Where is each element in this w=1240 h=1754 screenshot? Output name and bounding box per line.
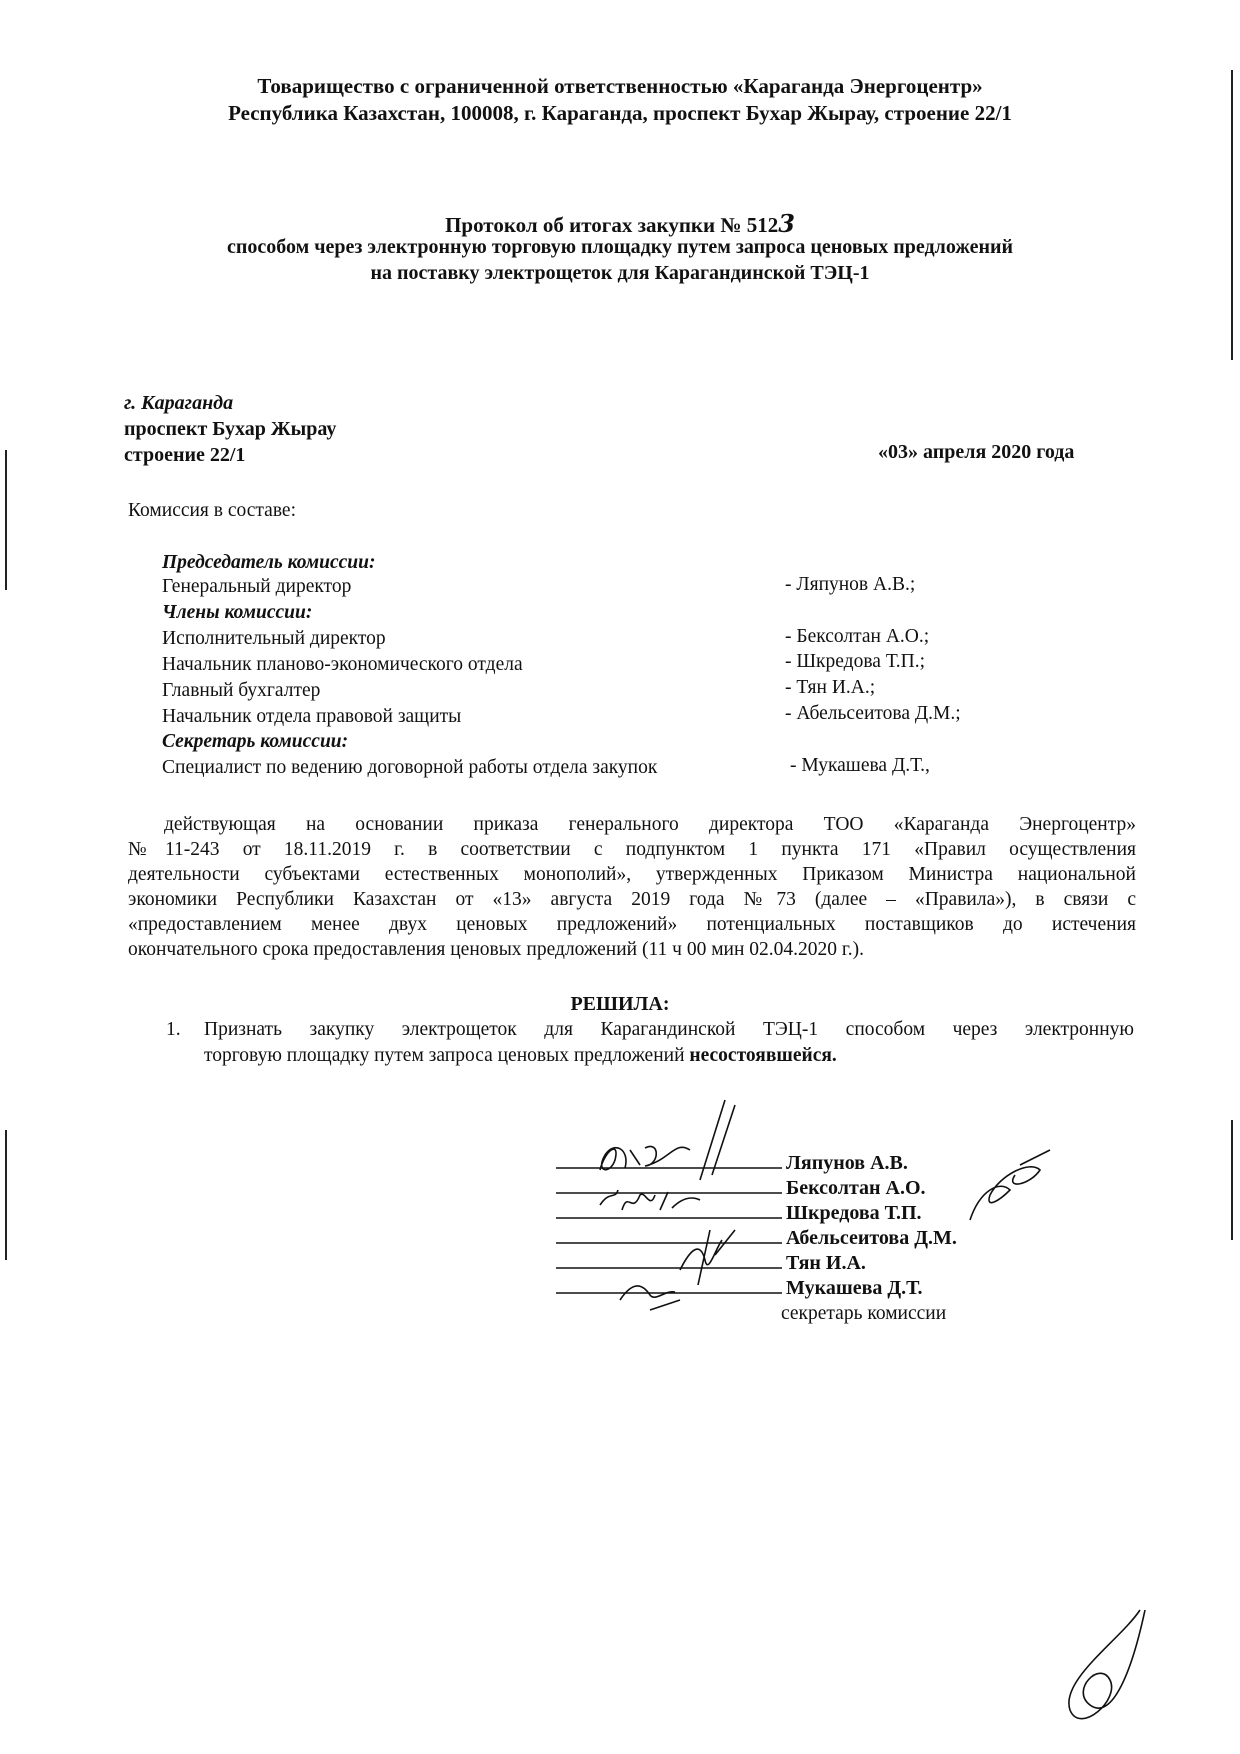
member-name: - Тян И.А.; xyxy=(785,677,876,698)
decision-result: несостоявшейся. xyxy=(689,1045,837,1066)
chair-role: Генеральный директор xyxy=(162,576,352,597)
signatory-name: Абельсеитова Д.М. xyxy=(786,1227,957,1249)
signatory-name: Мукашева Д.Т. xyxy=(786,1277,923,1299)
member-role: Главный бухгалтер xyxy=(162,680,321,701)
signatory-name: Бексолтан А.О. xyxy=(786,1177,926,1199)
place-street: проспект Бухар Жырау xyxy=(124,418,337,440)
decision-item-text: торговую площадку путем запроса ценовых предложений xyxy=(204,1045,690,1066)
secretary-name: - Мукашева Д.Т., xyxy=(790,755,930,776)
member-name: - Бексолтан А.О.; xyxy=(785,626,930,647)
organization-name: Товарищество с ограниченной ответственностью «Караганда Энергоцентр» xyxy=(257,74,983,98)
decision-heading: РЕШИЛА: xyxy=(570,993,670,1015)
paragraph-line: «предоставлением менее двух ценовых предложений» потенциальных поставщиков до истечения xyxy=(128,914,1136,935)
decision-item-line: Признать закупку электрощеток для Карагандинской ТЭЦ-1 способом через электронную xyxy=(204,1019,1134,1040)
commission-intro: Комиссия в составе: xyxy=(128,500,296,521)
secretary-caption: секретарь комиссии xyxy=(781,1303,947,1324)
signature-stroke xyxy=(680,1230,735,1285)
member-name: - Абельсеитова Д.М.; xyxy=(785,703,961,724)
chair-name: - Ляпунов А.В.; xyxy=(785,574,916,595)
place-city: г. Караганда xyxy=(124,392,234,414)
paragraph-line: окончательного срока предоставления ценовых предложений (11 ч 00 мин 02.04.2020 г.). xyxy=(128,939,864,960)
member-role: Начальник планово-экономического отдела xyxy=(162,654,523,675)
chair-heading: Председатель комиссии: xyxy=(162,552,376,573)
member-role: Исполнительный директор xyxy=(162,628,386,649)
procurement-subject: на поставку электрощеток для Карагандинской ТЭЦ-1 xyxy=(370,262,870,284)
paragraph-line: экономики Республики Казахстан от «13» августа 2019 года №73 (далее – «Правила»), в связи с xyxy=(128,889,1136,910)
protocol-number-text: Протокол об итогах закупки № 512 xyxy=(445,213,779,237)
secretary-role: Специалист по ведению договорной работы отдела закупок xyxy=(162,757,658,778)
signatory-name: Шкредова Т.П. xyxy=(786,1202,922,1224)
protocol-date: «03» апреля 2020 года xyxy=(878,441,1075,463)
signature-stroke xyxy=(1069,1610,1145,1719)
decision-item-line xyxy=(204,1045,837,1067)
secretary-heading: Секретарь комиссии: xyxy=(162,731,349,752)
place-building: строение 22/1 xyxy=(124,444,246,466)
handwritten-digit: 3 xyxy=(778,209,795,238)
members-heading: Члены комиссии: xyxy=(162,602,313,623)
signature-stroke xyxy=(970,1150,1050,1220)
procurement-method: способом через электронную торговую площадку путем запроса ценовых предложений xyxy=(226,236,1014,258)
organization-address: Республика Казахстан, 100008, г. Караганда, проспект Бухар Жырау, строение 22/1 xyxy=(228,101,1012,125)
signatory-name: Тян И.А. xyxy=(786,1252,866,1274)
member-role: Начальник отдела правовой защиты xyxy=(162,706,462,727)
paragraph-line: действующая на основании приказа генерального директора ТОО «Караганда Энергоцентр» xyxy=(164,814,1136,835)
decision-item-number: 1. xyxy=(166,1019,181,1040)
basis-paragraph xyxy=(128,812,1136,962)
paragraph-line: №11-243 от 18.11.2019 г. в соответствии с подпунктом 1 пункта 171 «Правил осуществления xyxy=(128,839,1136,860)
member-name: - Шкредова Т.П.; xyxy=(785,651,926,672)
paragraph-line: деятельности субъектами естественных монополий», утвержденных Приказом Министра национальной xyxy=(128,864,1136,885)
signature-stroke xyxy=(600,1100,735,1180)
signature-stroke xyxy=(600,1190,700,1210)
signatory-name: Ляпунов А.В. xyxy=(786,1152,908,1174)
signature-stroke xyxy=(620,1286,680,1310)
protocol-title xyxy=(0,209,1240,238)
